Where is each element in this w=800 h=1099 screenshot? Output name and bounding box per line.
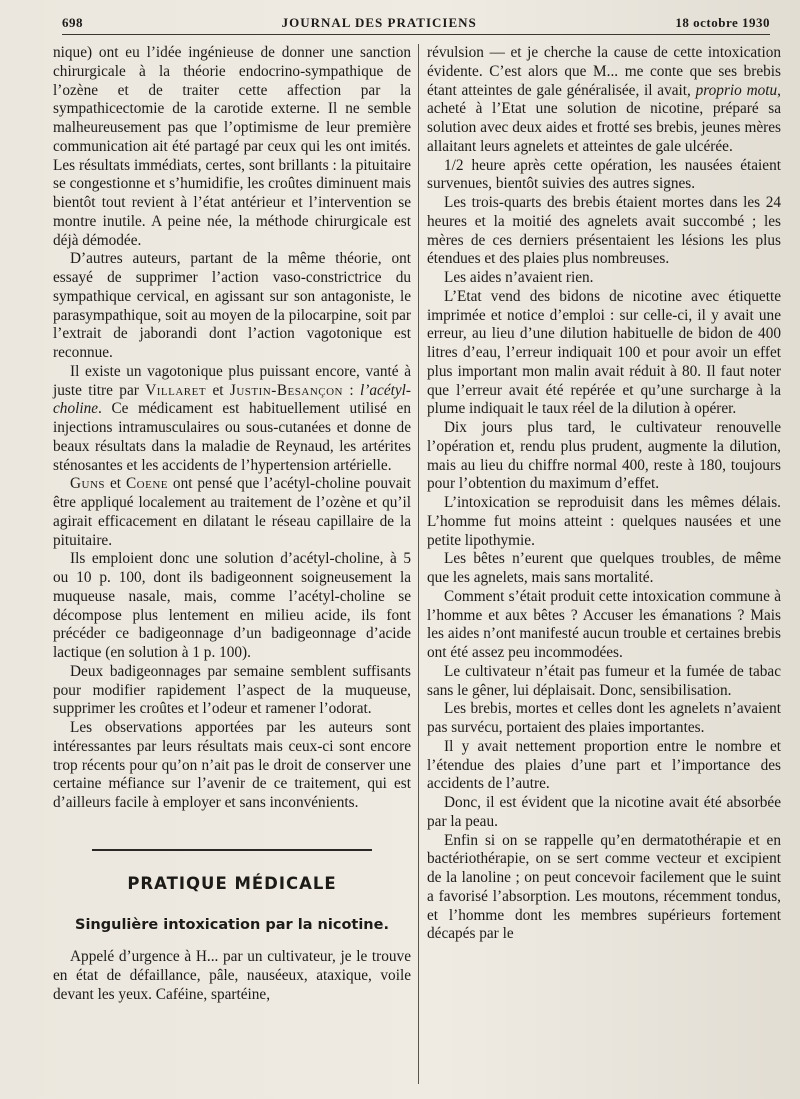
paragraph: révulsion — et je cherche la cause de cette intoxication évidente. C’est alors que M... me conte que ses brebis étant atteintes de gale généralisée, il avait, proprio motu, acheté à l’Etat une solution de nicotine, préparé sa solution avec deux aides et frotté ses brebis, jeunes mères allaitant leurs agnelets et atteintes de gale ulcérée. — [427, 44, 781, 155]
paragraph: nique) ont eu l’idée ingénieuse de donner une sanction chirurgicale à la théorie endocrino-sympathique de l’ozène et de traiter cette affection par la sympathicectomie de la carotide externe. Il ne semble malheureusement pas que l’optimisme de leur première communication ait été partagé par ceux qui les ont imités. Les résultats immédiats, certes, sont brillants : la pituitaire se congestionne et s’humidifie, les croûtes diminuent mais bientôt tout revient à l’état antérieur et l’intervention se montre inutile. A peine née, la méthode chirurgicale est déjà démodée. — [53, 44, 411, 249]
running-header — [62, 12, 770, 35]
paragraph: Les trois-quarts des brebis étaient mortes dans les 24 heures et la moitié des agnelets avait succombé ; les mères de ces derniers présentaient les lésions les plus étendues et des plaies plus nombreuses. — [427, 194, 781, 268]
paragraph: Les brebis, mortes et celles dont les agnelets n’avaient pas survécu, portaient des plaies importantes. — [427, 700, 781, 736]
paragraph: Appelé d’urgence à H... par un cultivateur, je le trouve en état de défaillance, pâle, nauséeux, ataxique, voile devant les yeux. Caféine, spartéine, — [53, 948, 411, 1003]
author-name: Villaret — [145, 381, 207, 399]
author-name: Guns — [70, 475, 106, 493]
paragraph: 1/2 heure après cette opération, les nausées étaient survenues, bientôt suivies des autres signes. — [427, 156, 781, 193]
paragraph: L’intoxication se reproduisit dans les mêmes délais. L’homme fut moins atteint : quelques nausées et une petite lipothymie. — [427, 494, 781, 549]
section-title: PRATIQUE MÉDICALE — [127, 873, 337, 893]
paragraph: Deux badigeonnages par semaine semblent suffisants pour modifier rapidement l’aspect de la muqueuse, supprimer les croûtes et l’odeur et ramener l’odorat. — [53, 662, 411, 718]
paragraph: Il y avait nettement proportion entre le nombre et l’étendue des plaies d’une part et l’importance des accidents de l’autre. — [427, 737, 781, 793]
paragraph: Ils emploient donc une solution d’acétyl-choline, à 5 ou 10 p. 100, dont ils badigeonnent soigneusement la muqueuse nasale, mais, comme l’acétyl-choline se décompose plus lentement en milieu acide, ils font précéder ce badigeonnage d’un badigeonnage d’acide lactique (en solution à 1 p. 100). — [53, 550, 411, 661]
paragraph: Il existe un vagotonique plus puissant encore, vanté à juste titre par Villaret et Justin-Besançon : l’acétyl-choline. Ce médicament est habituellement utilisé en injections intramusculaires ou sous-cutanées et donne de beaux résultats dans la maladie de Reynaud, les artérites sténosantes et les accidents de l’hypertension artérielle. — [53, 362, 411, 474]
paragraph: Donc, il est évident que la nicotine avait été absorbée par la peau. — [427, 794, 781, 830]
paragraph: D’autres auteurs, partant de la même théorie, ont essayé de supprimer l’action vaso-constrictrice du sympathique cervical, en agissant sur son antagoniste, le parasympathique, soit au moyen de la pilocarpine, soit par l’extrait de jaborandi dont l’action vagotonique est reconnue. — [53, 250, 411, 361]
author-name: Coene — [125, 475, 168, 493]
section-divider — [92, 849, 372, 894]
journal-title: JOURNAL DES PRATICIENS — [281, 15, 477, 30]
drug-name: l’acétyl-choline — [53, 381, 411, 418]
author-name: Justin-Besançon — [229, 381, 343, 399]
paragraph: Les bêtes n’eurent que quelques troubles, de même que les agnelets, mais sans mortalité. — [427, 550, 781, 586]
paragraph: Comment s’était produit cette intoxication commune à l’homme et aux bêtes ? Accuser les émanations ? Mais les aides n’ont manifesté aucun trouble et certaines brebis ont été assez peu incommodées. — [427, 587, 781, 661]
paragraph: Les observations apportées par les auteurs sont intéressantes par leurs résultats mais ceux-ci sont encore trop récents pour qu’on n’ait pas le droit de conserver une certaine méfiance sur l’avenir de ce traitement, qui est d’ailleurs facile à employer et sans inconvénients. — [53, 719, 411, 811]
page-number: 698 — [62, 15, 83, 30]
paragraph: Guns et Coene ont pensé que l’acétyl-choline pouvait être appliqué localement au traitement de l’ozène et qu’il agirait efficacement en dilatant le réseau capillaire de la pituitaire. — [53, 475, 411, 549]
column-divider — [418, 44, 419, 1084]
paragraph: L’Etat vend des bidons de nicotine avec étiquette imprimée et notice d’emploi : sur celle-ci, il y avait une erreur, au lieu d’une dilution habituelle de bidon de 400 litres d’eau, l’erreur indiquait 100 et pour avoir un effet plus important mon malin avait réduit à 80. Il faut noter que l’erreur avait été repérée et qu’une surcharge à la plume indiquait le taux réel de la dilution à opérer. — [427, 287, 781, 418]
paragraph: Dix jours plus tard, le cultivateur renouvelle l’opération et, rendu plus prudent, augmente la dilution, mais au lieu du chiffre normal 400, reste à 180, toujours pour l’obtention du maximum d’effet. — [427, 419, 781, 493]
right-column — [427, 44, 781, 944]
article-title: Singulière intoxication par la nicotine. — [75, 916, 389, 933]
paragraph: Le cultivateur n’était pas fumeur et la fumée de tabac sans le gêner, lui déplaisait. Donc, sensibilisation. — [427, 662, 781, 699]
paragraph: Les aides n’avaient rien. — [444, 269, 594, 286]
paragraph: Enfin si on se rappelle qu’en dermatothérapie et en bactériothérapie, on se sert comme vecteur et excipient de la lanoline ; on peut concevoir facilement que le suint a favorisé l’absorption. Les moutons, récemment tondus, et l’homme dont les membres supérieurs fortement décapés par le — [427, 831, 781, 943]
left-column — [53, 44, 411, 1005]
issue-date: 18 octobre 1930 — [675, 15, 770, 30]
